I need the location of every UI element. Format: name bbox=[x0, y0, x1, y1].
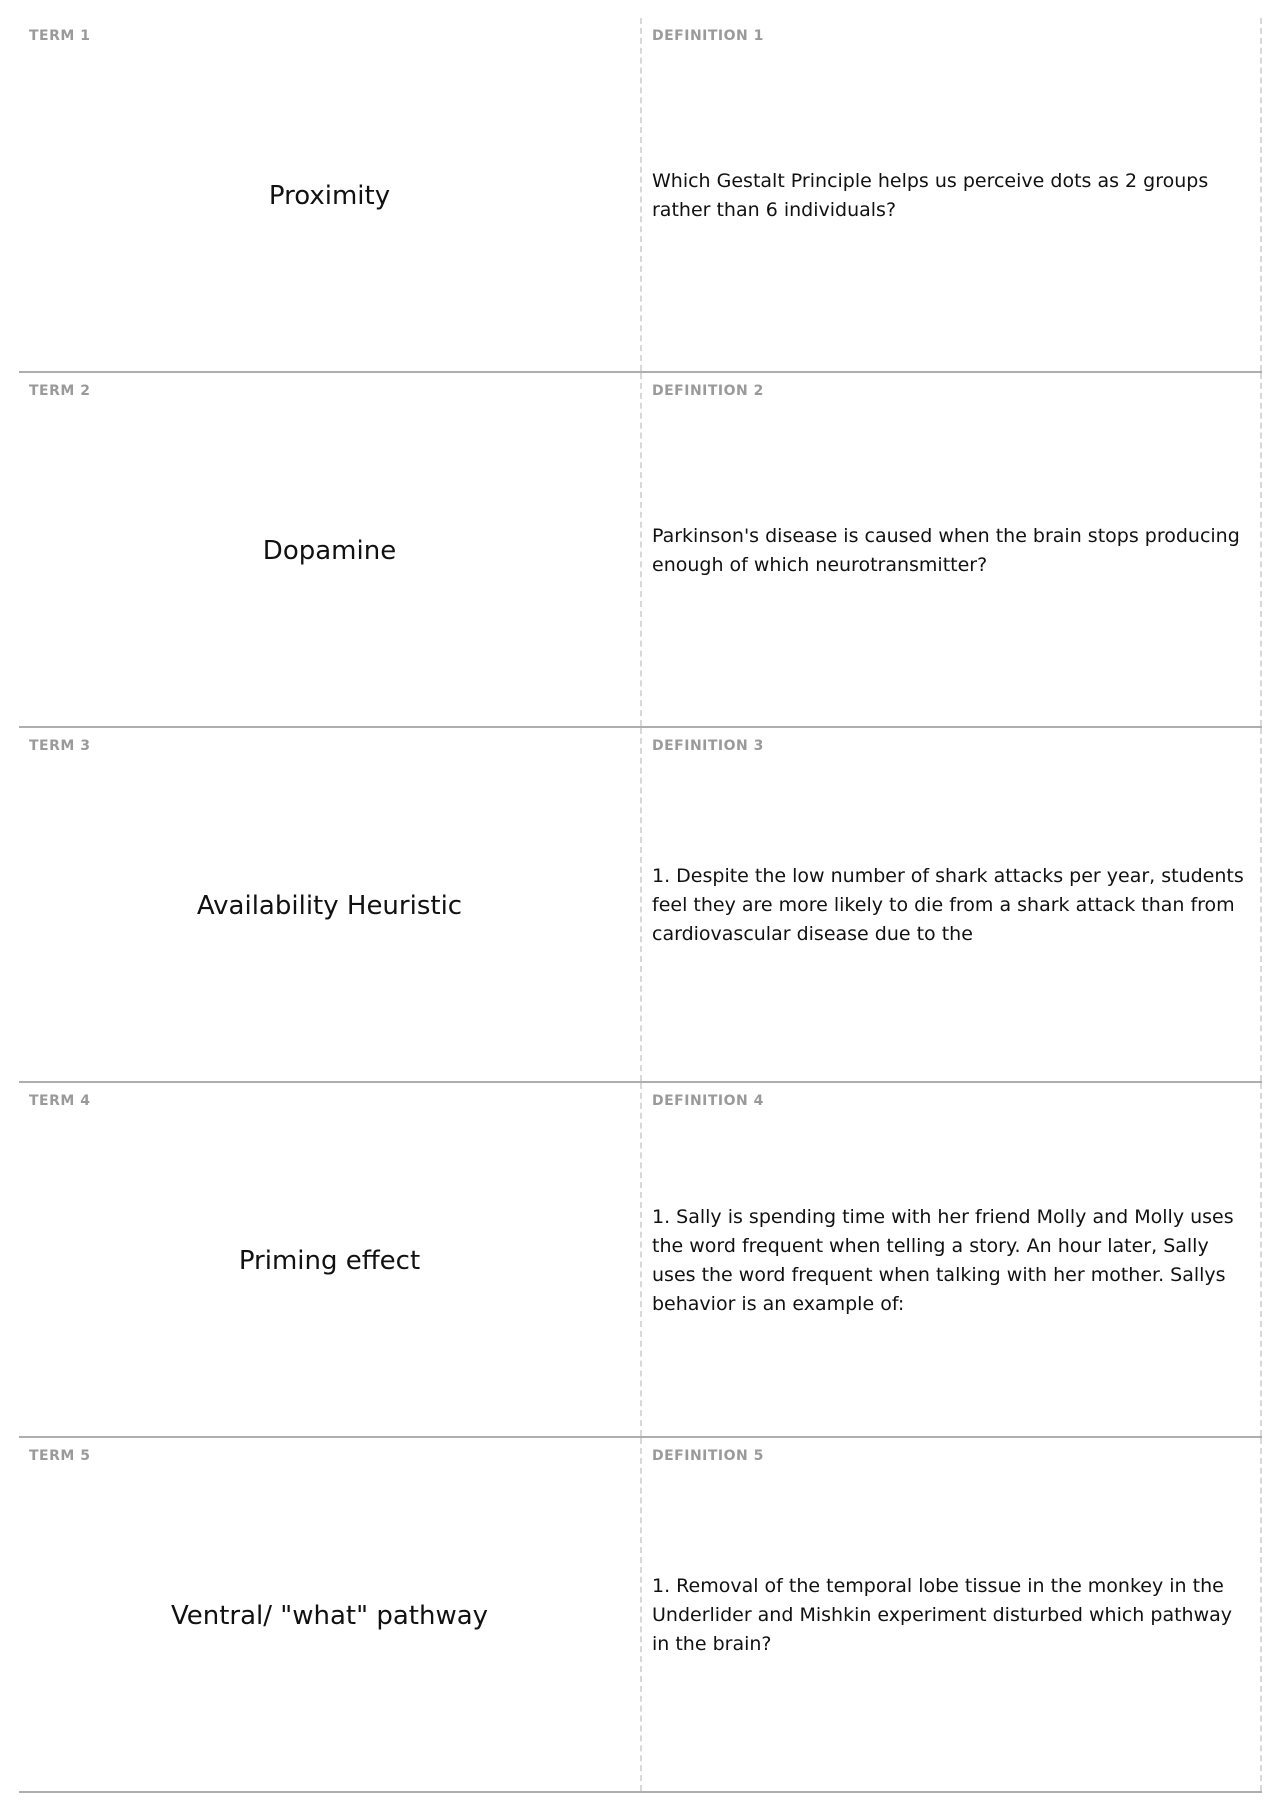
definition-text: Parkinson's disease is caused when the brain stops producing enough of which neurotransmitter? bbox=[652, 524, 1240, 576]
definition-text-wrap bbox=[652, 1083, 1252, 1436]
term-text: Availability Heuristic bbox=[196, 890, 463, 921]
definition-text-wrap bbox=[652, 1438, 1252, 1791]
definition-text: 1. Removal of the temporal lobe tissue in the monkey in the Underlider and Mishkin experiment disturbed which pathway in the brain? bbox=[652, 1575, 1233, 1655]
definition-text: 1. Sally is spending time with her friend Molly and Molly uses the word frequent when telling a story. An hour later, Sally uses the word frequent when talking with her mother. Sallys behavior is an example of: bbox=[652, 1205, 1234, 1315]
flashcard-row-2 bbox=[19, 373, 1262, 728]
term-label: TERM 1 bbox=[29, 28, 91, 44]
definition-cell bbox=[642, 1083, 1262, 1436]
definition-text: 1. Despite the low number of shark attacks per year, students feel they are more likely to die from a shark attack than from cardiovascular disease due to the bbox=[652, 865, 1244, 945]
term-label: TERM 2 bbox=[29, 383, 91, 399]
term-label: TERM 5 bbox=[29, 1448, 91, 1464]
flashcard-row-3 bbox=[19, 728, 1262, 1083]
definition-cell bbox=[642, 18, 1262, 371]
term-text: Ventral/ "what" pathway bbox=[170, 1600, 489, 1631]
term-text: Priming effect bbox=[238, 1245, 421, 1276]
term-cell bbox=[19, 728, 642, 1081]
definition-cell bbox=[642, 373, 1262, 726]
flashcard-sheet bbox=[19, 18, 1262, 1793]
flashcard-row-1 bbox=[19, 18, 1262, 373]
term-cell bbox=[19, 1083, 642, 1436]
term-label: TERM 3 bbox=[29, 738, 91, 754]
definition-text-wrap bbox=[652, 373, 1252, 726]
term-cell bbox=[19, 373, 642, 726]
definition-label: DEFINITION 2 bbox=[652, 383, 764, 399]
term-text: Dopamine bbox=[262, 535, 397, 566]
definition-text-wrap bbox=[652, 18, 1252, 371]
definition-label: DEFINITION 1 bbox=[652, 28, 764, 44]
definition-label: DEFINITION 5 bbox=[652, 1448, 764, 1464]
definition-cell bbox=[642, 1438, 1262, 1791]
definition-cell bbox=[642, 728, 1262, 1081]
term-text: Proximity bbox=[268, 180, 391, 211]
definition-text-wrap bbox=[652, 728, 1252, 1081]
flashcard-row-4 bbox=[19, 1083, 1262, 1438]
term-cell bbox=[19, 18, 642, 371]
definition-label: DEFINITION 3 bbox=[652, 738, 764, 754]
definition-label: DEFINITION 4 bbox=[652, 1093, 764, 1109]
definition-text: Which Gestalt Principle helps us perceive dots as 2 groups rather than 6 individuals? bbox=[652, 169, 1209, 221]
flashcard-row-5 bbox=[19, 1438, 1262, 1793]
term-cell bbox=[19, 1438, 642, 1791]
term-label: TERM 4 bbox=[29, 1093, 91, 1109]
